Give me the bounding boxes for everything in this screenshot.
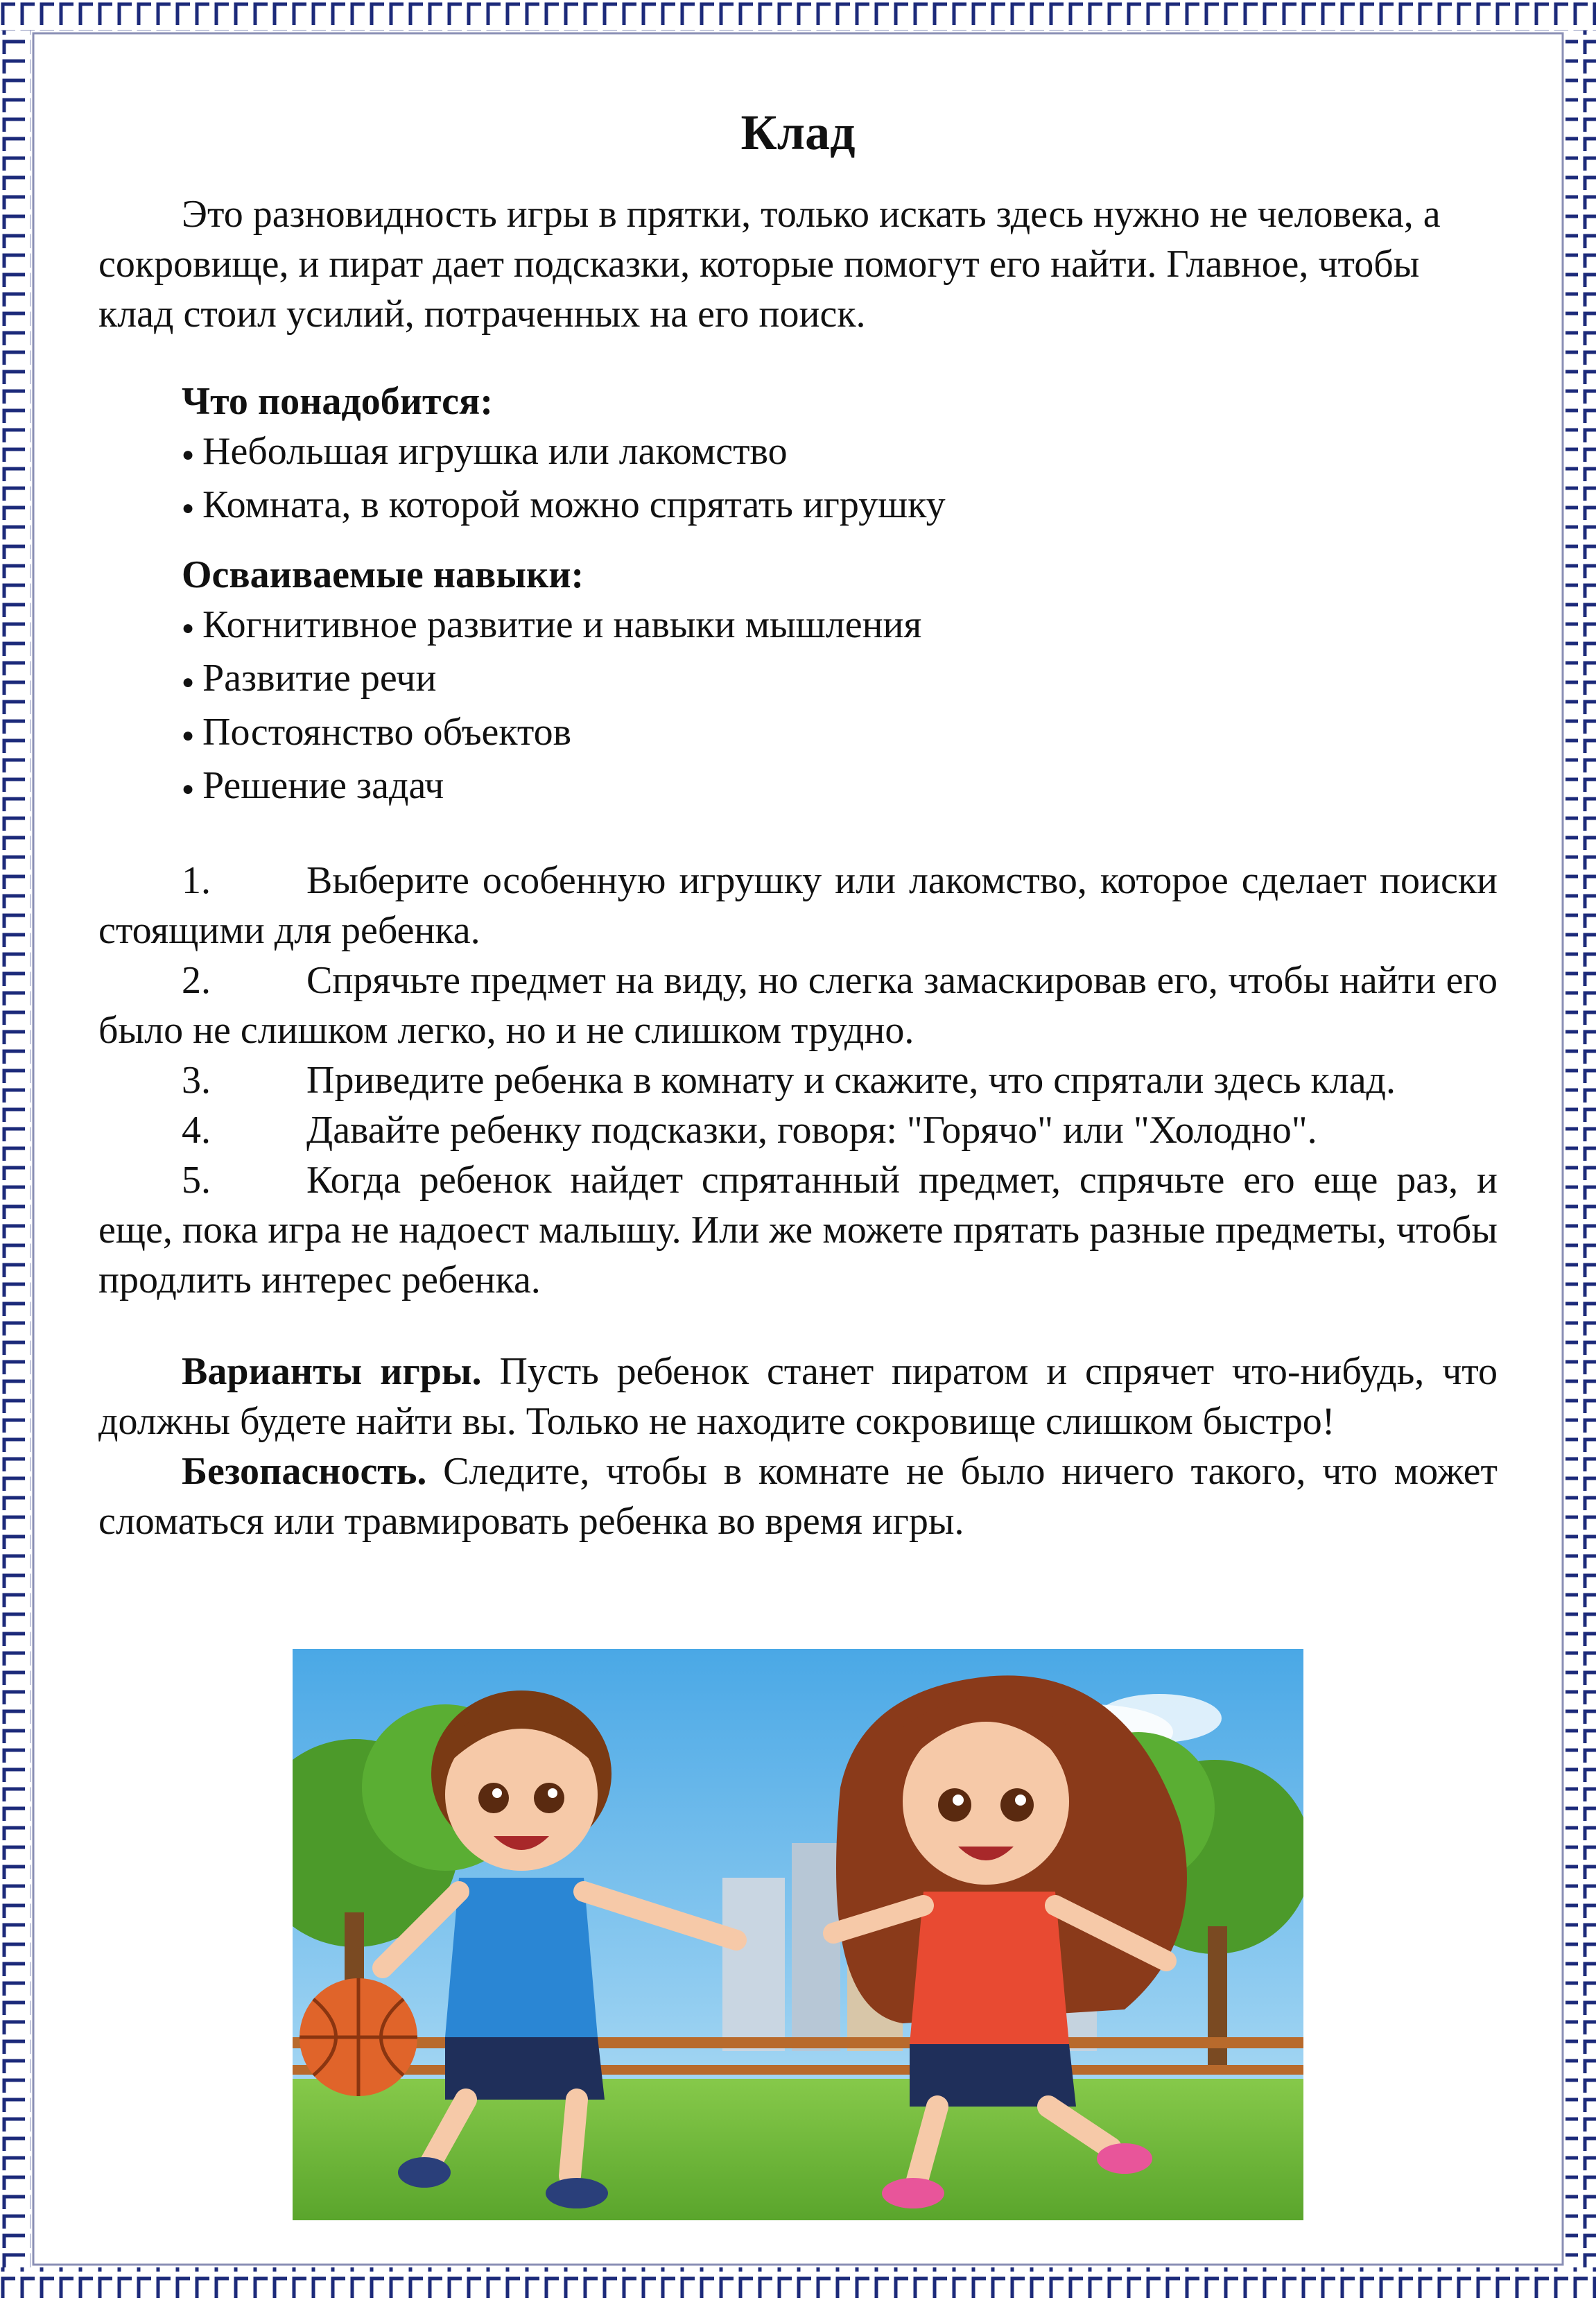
skills-heading: Осваиваемые навыки:	[182, 553, 584, 597]
step-item: 1. Выберите особенную игрушку или лакомство, которое сделает поиски стоящими для ребенка.	[98, 858, 1498, 952]
children-playing-illustration	[293, 1649, 1303, 2220]
safety-paragraph: Безопасность. Следите, чтобы в комнате не было ничего такого, что может сломаться или травмировать ребенка во время игры.	[98, 1449, 1498, 1543]
bullet-icon: ●	[182, 670, 195, 693]
list-item: ● Развитие речи	[182, 653, 1498, 707]
variants-label: Варианты игры.	[182, 1349, 482, 1393]
needs-heading: Что понадобится:	[182, 380, 493, 423]
document-body	[98, 104, 1498, 1546]
list-item: ● Решение задач	[182, 761, 1498, 814]
step-item: 5. Когда ребенок найдет спрятанный предмет, спрячьте его еще раз, и еще, пока игра не надоест малышу. Или же можете прятать разные предметы, чтобы продлить интерес ребенка.	[98, 1158, 1498, 1302]
variants-paragraph: Варианты игры. Пусть ребенок станет пиратом и спрячет что-нибудь, что должны будете найти вы. Только не находите сокровище слишком быстро!	[98, 1349, 1498, 1443]
bullet-icon: ●	[182, 616, 195, 640]
list-item: ● Когнитивное развитие и навыки мышления	[182, 600, 1498, 653]
steps-list	[98, 856, 1498, 1305]
list-item: ● Небольшая игрушка или лакомство	[182, 426, 1498, 480]
safety-label: Безопасность.	[182, 1449, 427, 1493]
skills-list	[98, 600, 1498, 814]
needs-list	[98, 426, 1498, 533]
step-item: 3. Приведите ребенка в комнату и скажите, что спрятали здесь клад.	[182, 1058, 1396, 1102]
bullet-icon: ●	[182, 443, 195, 467]
list-item: ● Постоянство объектов	[182, 707, 1498, 761]
list-item: ● Комната, в которой можно спрятать игрушку	[182, 480, 1498, 533]
bullet-icon: ●	[182, 723, 195, 747]
step-item: 2. Спрячьте предмет на виду, но слегка замаскировав его, чтобы найти его было не слишком легко, но и не слишком трудно.	[98, 958, 1498, 1052]
bullet-icon: ●	[182, 496, 195, 520]
page-title: Клад	[740, 105, 856, 160]
bullet-icon: ●	[182, 777, 195, 800]
step-item: 4. Давайте ребенку подсказки, говоря: "Горячо" или "Холодно".	[182, 1108, 1317, 1152]
intro-paragraph: Это разновидность игры в прятки, только искать здесь нужно не человека, а сокровище, и пират дает подсказки, которые помогут его найти. Главное, чтобы клад стоил усилий, потраченных на его поиск.	[98, 193, 1441, 336]
